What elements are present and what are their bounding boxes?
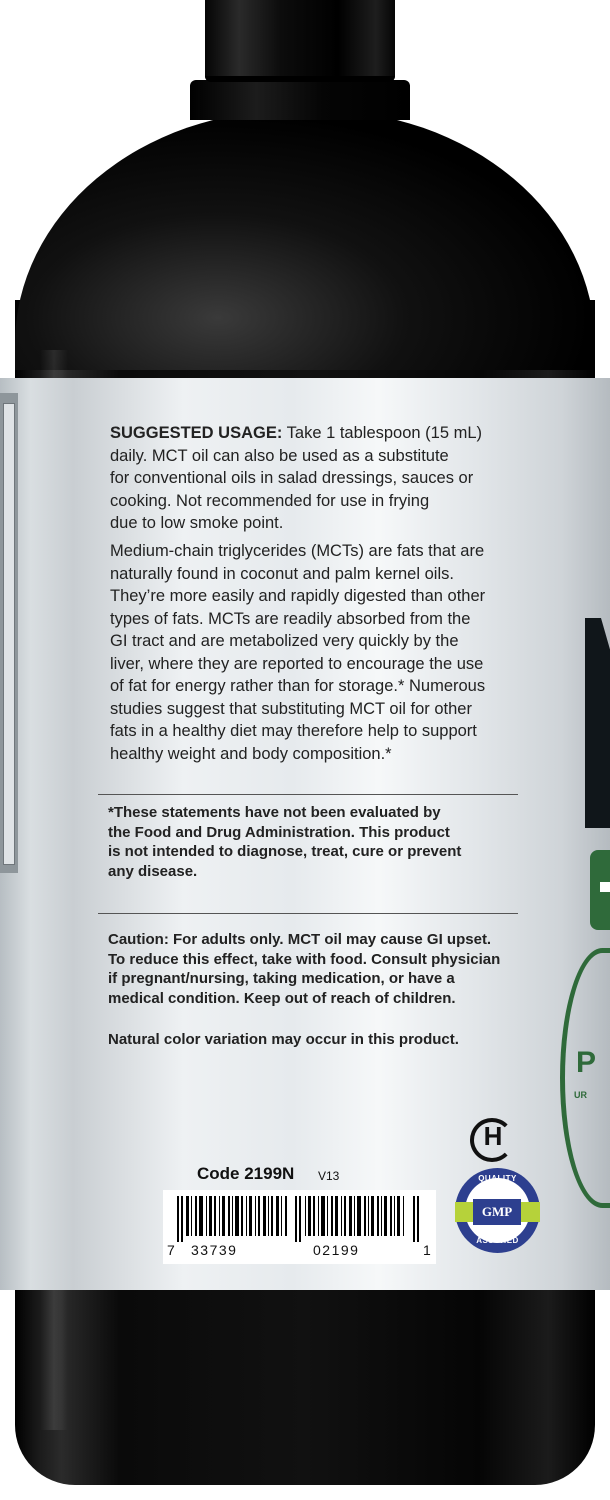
suggested-usage-line: for conventional oils in salad dressings, sauces or [110, 469, 474, 487]
description-line: healthy weight and body composition.* [110, 744, 392, 763]
description-line: liver, where they are reported to encourage the use [110, 654, 484, 673]
suggested-usage-heading: SUGGESTED USAGE: [110, 424, 283, 442]
description-line: naturally found in coconut and palm kernel oils. [110, 564, 454, 583]
seal-letter: P [576, 1046, 597, 1079]
description-line: They’re more easily and rapidly digested than other [110, 587, 486, 605]
seal-small-text: UR [574, 1090, 587, 1100]
barcode-digit: 7 [167, 1242, 175, 1258]
badge-dot-icon [600, 882, 610, 892]
caution-line: To reduce this effect, take with food. Consult physician [108, 950, 501, 968]
caution-text [108, 930, 533, 1008]
kosher-letter: H [483, 1121, 503, 1151]
suggested-usage-line: Take 1 tablespoon (15 mL) [282, 424, 483, 442]
description-line: fats in a healthy diet may therefore help to support [110, 722, 477, 740]
color-variation-note: Natural color variation may occur in this product. [108, 1031, 459, 1048]
suggested-usage-line: due to low smoke point. [110, 514, 284, 532]
gmp-seal-top-text: QUALITY [478, 1174, 517, 1183]
bottle-neck [190, 80, 410, 120]
disclaimer-line: the Food and Drug Administration. This product [108, 823, 450, 841]
suggested-usage [110, 422, 535, 535]
description-line: of fat for energy rather than for storage.* Numerous [110, 677, 486, 695]
label-edge-strip [0, 393, 18, 873]
barcode-digit: 1 [423, 1242, 431, 1258]
barcode-digit-group: 02199 [313, 1242, 360, 1258]
product-code: Code 2199N [197, 1164, 295, 1183]
disclaimer-line: any disease. [108, 862, 198, 880]
brand-letter-fragment [585, 618, 610, 828]
description-line: Medium-chain triglycerides (MCTs) are fats that are [110, 542, 485, 560]
product-version: V13 [318, 1169, 340, 1183]
caution-line: Caution: For adults only. MCT oil may cause GI upset. [108, 931, 492, 948]
product-label [0, 378, 610, 1290]
gmp-seal-center: GMP [473, 1199, 521, 1225]
caution-line: if pregnant/nursing, taking medication, or have a [108, 970, 455, 987]
suggested-usage-line: cooking. Not recommended for use in frying [110, 491, 430, 510]
gmp-seal-icon [455, 1168, 540, 1253]
fda-disclaimer [108, 803, 533, 881]
gmp-seal-bottom-text: ASSURED [476, 1236, 519, 1245]
caution-line: medical condition. Keep out of reach of children. [108, 989, 456, 1007]
label-edge-panel [3, 403, 15, 865]
disclaimer-line: is not intended to diagnose, treat, cure or prevent [108, 843, 462, 860]
description-line: GI tract and are metabolized very quickly by the [110, 632, 459, 650]
bottle-cap [205, 0, 395, 82]
description-line: types of fats. MCTs are readily absorbed from the [110, 609, 471, 628]
barcode-digit-group: 33739 [191, 1242, 238, 1258]
bottle-shoulder [15, 110, 595, 370]
divider-line [98, 913, 518, 914]
divider-line [98, 794, 518, 795]
suggested-usage-line: daily. MCT oil can also be used as a substitute [110, 446, 449, 465]
disclaimer-line: *These statements have not been evaluated by [108, 804, 441, 821]
barcode-bars-icon [177, 1196, 422, 1242]
description [110, 540, 535, 765]
description-line: studies suggest that substituting MCT oil for other [110, 699, 472, 718]
barcode [163, 1190, 436, 1264]
